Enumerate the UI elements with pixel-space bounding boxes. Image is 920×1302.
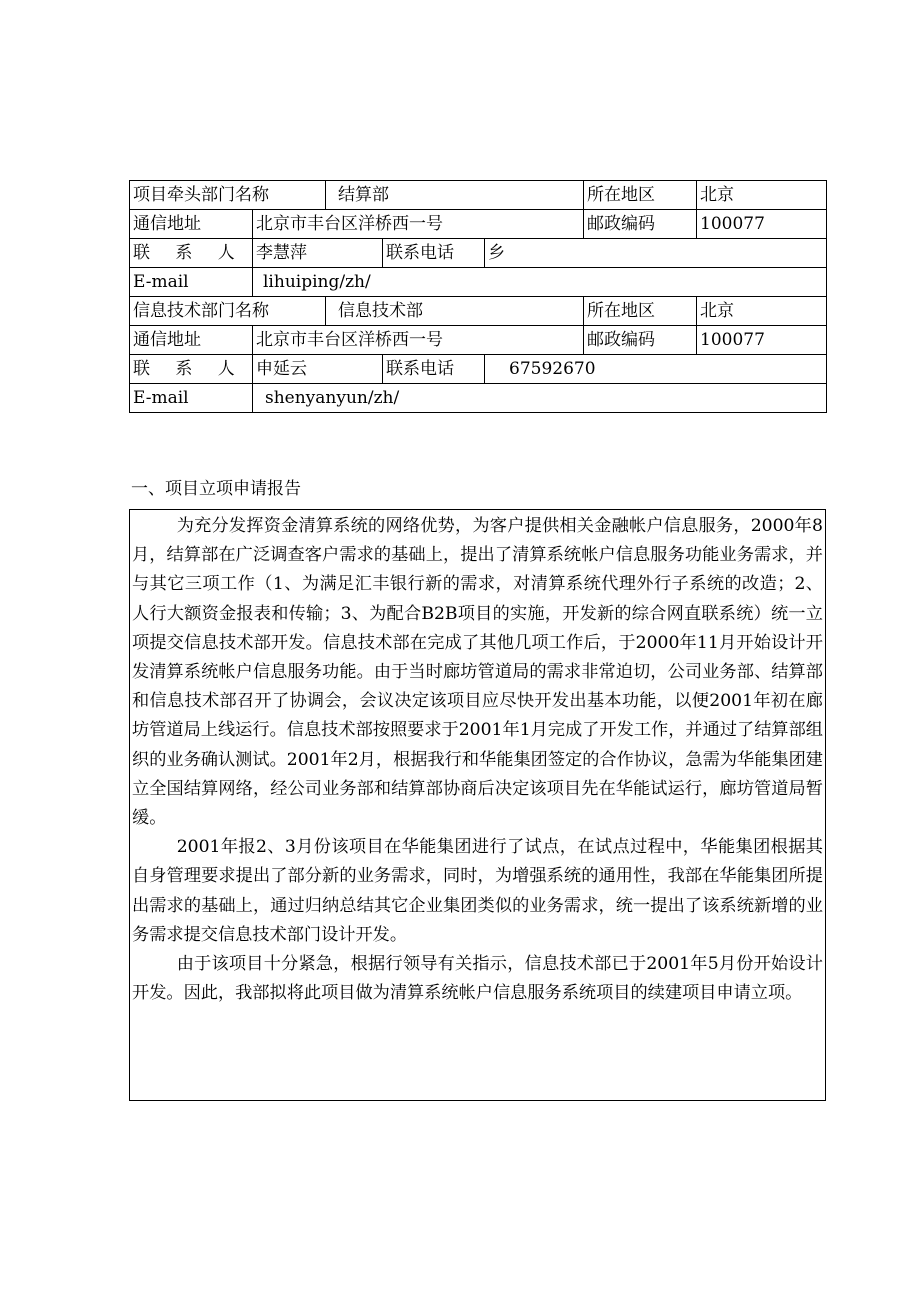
table-row — [130, 210, 827, 239]
contact-info-table — [129, 180, 827, 413]
it-dept-contact-value: 申延云 — [253, 355, 383, 384]
lead-dept-contact-label: 联 系 人 — [130, 239, 253, 268]
it-dept-phone-value: 67592670 — [485, 355, 827, 384]
lead-dept-contact-value: 李慧萍 — [253, 239, 383, 268]
lead-dept-email-label: E-mail — [130, 268, 253, 297]
report-paragraph-2: 2001年报2、3月份该项目在华能集团进行了试点，在试点过程中，华能集团根据其自身管理要求提出了部分新的业务需求，同时，为增强系统的通用性，我部在华能集团所提出需求的基础上，通过归纳总结其它企业集团类似的业务需求，统一提出了该系统新增的业务需求提交信息技术部门设计开发。 — [132, 837, 823, 945]
table-row — [130, 268, 827, 297]
section-heading: 一、项目立项申请报告 — [131, 479, 301, 499]
report-paragraph-1: 为充分发挥资金清算系统的网络优势，为客户提供相关金融帐户信息服务，2000年8月，结算部在广泛调查客户需求的基础上，提出了清算系统帐户信息服务功能业务需求，并与其它三项工作（1、为满足汇丰银行新的需求，对清算系统代理外行子系统的改造；2、人行大额资金报表和传输；3、为配合B2B项目的实施，开发新的综合网直联系统）统一立项提交信息技术部开发。信息技术部在完成了其他几项工作后，于2000年11月开始设计开发清算系统帐户信息服务功能。由于当时廊坊管道局的需求非常迫切，公司业务部、结算部和信息技术部召开了协调会，会议决定该项目应尽快开发出基本功能，以便2001年初在廊坊管道局上线运行。信息技术部按照要求于2001年1月完成了开发工作，并通过了结算部组织的业务确认测试。2001年2月，根据我行和华能集团签定的合作协议，急需为华能集团建立全国结算网络，经公司业务部和结算部协商后决定该项目先在华能试运行，廊坊管道局暂缓。 — [132, 516, 823, 829]
it-dept-email-label: E-mail — [130, 384, 253, 413]
lead-dept-phone-value: 乡 — [485, 239, 827, 268]
table-row — [130, 297, 827, 326]
it-dept-postcode-label: 邮政编码 — [584, 326, 697, 355]
it-dept-name-label: 信息技术部门名称 — [130, 297, 326, 326]
table-row — [130, 239, 827, 268]
lead-dept-region-label: 所在地区 — [584, 181, 697, 210]
lead-dept-region-value: 北京 — [697, 181, 827, 210]
lead-dept-phone-label: 联系电话 — [383, 239, 485, 268]
report-paragraph-3: 由于该项目十分紧急，根据行领导有关指示，信息技术部已于2001年5月份开始设计开发。因此，我部拟将此项目做为清算系统帐户信息服务系统项目的续建项目申请立项。 — [132, 954, 823, 1004]
lead-dept-postcode-label: 邮政编码 — [584, 210, 697, 239]
it-dept-region-value: 北京 — [697, 297, 827, 326]
lead-dept-name-label: 项目牵头部门名称 — [130, 181, 326, 210]
lead-dept-address-value: 北京市丰台区洋桥西一号 — [253, 210, 584, 239]
it-dept-email-value: shenyanyun/zh/ — [253, 384, 827, 413]
lead-dept-email-value: lihuiping/zh/ — [253, 268, 827, 297]
it-dept-phone-label: 联系电话 — [383, 355, 485, 384]
lead-dept-address-label: 通信地址 — [130, 210, 253, 239]
it-dept-contact-label: 联 系 人 — [130, 355, 253, 384]
it-dept-name-value: 信息技术部 — [326, 297, 584, 326]
report-body — [129, 509, 826, 1101]
lead-dept-name-value: 结算部 — [326, 181, 584, 210]
table-row — [130, 326, 827, 355]
it-dept-address-label: 通信地址 — [130, 326, 253, 355]
lead-dept-postcode-value: 100077 — [697, 210, 827, 239]
it-dept-region-label: 所在地区 — [584, 297, 697, 326]
table-row — [130, 355, 827, 384]
table-row — [130, 384, 827, 413]
it-dept-address-value: 北京市丰台区洋桥西一号 — [253, 326, 584, 355]
table-row — [130, 181, 827, 210]
it-dept-postcode-value: 100077 — [697, 326, 827, 355]
